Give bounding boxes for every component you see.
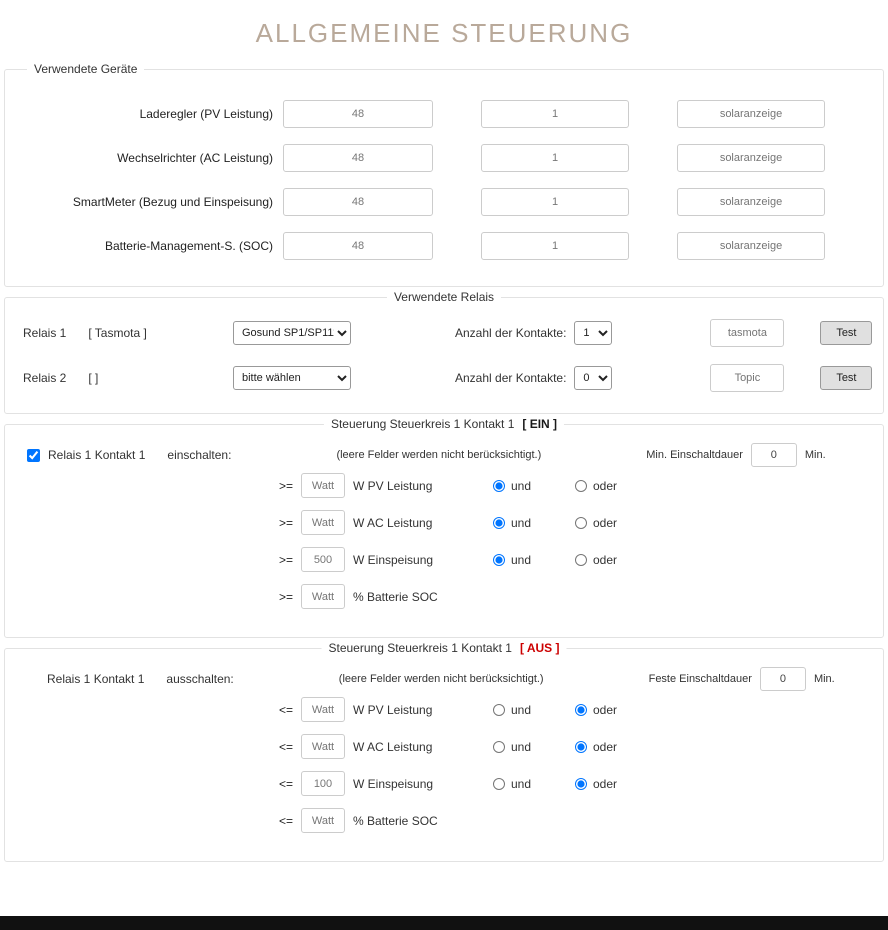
devices-panel — [4, 62, 884, 287]
control-off-action: ausschalten: — [166, 672, 234, 686]
radio-und-label: und — [511, 739, 532, 754]
device-id-input[interactable] — [481, 188, 629, 216]
control-off-panel — [4, 641, 884, 862]
radio-und[interactable] — [493, 554, 505, 566]
condition-unit-label: % Batterie SOC — [353, 589, 438, 604]
relay-name — [23, 371, 233, 385]
control-on-duration-label: Min. Einschaltdauer — [646, 449, 743, 461]
page-title: ALLGEMEINE STEUERUNG — [255, 18, 633, 48]
condition-value-input[interactable] — [301, 734, 345, 759]
control-off-legend-text: Steuerung Steuerkreis 1 Kontakt 1 — [328, 641, 512, 655]
condition-unit-label: W Einspeisung — [353, 552, 434, 567]
condition-operator: >= — [279, 515, 294, 530]
radio-und-label: und — [511, 552, 532, 567]
radio-oder-label: oder — [593, 702, 618, 717]
condition-value-input[interactable] — [301, 584, 345, 609]
radio-und[interactable] — [493, 704, 505, 716]
condition-value-input[interactable] — [301, 697, 345, 722]
relay-test-button[interactable]: Test — [820, 321, 872, 345]
device-port-input[interactable] — [283, 188, 433, 216]
condition-and-radio[interactable] — [493, 516, 575, 530]
condition-unit-label: W PV Leistung — [353, 702, 433, 717]
condition-operator: >= — [279, 478, 294, 493]
condition-and-radio[interactable] — [493, 740, 575, 754]
condition-or-radio[interactable] — [575, 516, 657, 530]
control-off-relay-name: Relais 1 Kontakt 1 — [47, 672, 145, 686]
radio-oder[interactable] — [575, 554, 587, 566]
device-port-input[interactable] — [283, 232, 433, 260]
device-row — [5, 224, 883, 268]
radio-oder[interactable] — [575, 480, 587, 492]
condition-or-radio[interactable] — [575, 553, 657, 567]
radio-und[interactable] — [493, 480, 505, 492]
condition-value-input[interactable] — [301, 473, 345, 498]
control-on-panel — [4, 417, 884, 638]
radio-oder[interactable] — [575, 778, 587, 790]
condition-or-radio[interactable] — [575, 777, 657, 791]
device-row — [5, 180, 883, 224]
relay-row — [5, 310, 883, 355]
radio-und[interactable] — [493, 741, 505, 753]
condition-unit-label: % Batterie SOC — [353, 813, 438, 828]
relay-kontakte-select[interactable] — [574, 321, 612, 345]
condition-or-radio[interactable] — [575, 740, 657, 754]
radio-oder-label: oder — [593, 739, 618, 754]
relay-test-button[interactable]: Test — [820, 366, 872, 390]
condition-and-radio[interactable] — [493, 553, 575, 567]
radio-oder[interactable] — [575, 517, 587, 529]
condition-operator: <= — [279, 813, 294, 828]
condition-value-input[interactable] — [301, 547, 345, 572]
condition-operator: <= — [279, 702, 294, 717]
control-off-duration-unit: Min. — [813, 673, 835, 685]
device-id-input[interactable] — [481, 144, 629, 172]
radio-oder[interactable] — [575, 704, 587, 716]
device-row — [5, 92, 883, 136]
control-off-state: [ AUS ] — [519, 641, 560, 655]
control-off-duration-input[interactable] — [760, 667, 806, 691]
radio-und-label: und — [511, 776, 532, 791]
device-id-input[interactable] — [481, 100, 629, 128]
radio-oder-label: oder — [593, 515, 618, 530]
kontakte-label: Anzahl der Kontakte: — [455, 325, 567, 340]
condition-unit-label: W AC Leistung — [353, 739, 433, 754]
relay-kontakte-select[interactable] — [574, 366, 612, 390]
relay-name — [23, 326, 233, 340]
condition-operator: <= — [279, 739, 294, 754]
control-on-duration-input[interactable] — [751, 443, 797, 467]
control-off-hint: (leere Felder werden nicht berücksichtigt.) — [338, 673, 544, 685]
device-id-input[interactable] — [481, 232, 629, 260]
condition-or-radio[interactable] — [575, 703, 657, 717]
control-on-legend — [324, 417, 564, 431]
condition-row — [5, 467, 883, 504]
radio-oder-label: oder — [593, 776, 618, 791]
bottom-bar — [0, 916, 888, 930]
device-topic-input[interactable] — [677, 144, 825, 172]
relays-legend: Verwendete Relais — [387, 290, 501, 304]
control-on-duration-unit: Min. — [804, 449, 826, 461]
control-on-enable-checkbox[interactable] — [27, 449, 40, 462]
relay-row — [5, 355, 883, 400]
condition-unit-label: W Einspeisung — [353, 776, 434, 791]
device-label: SmartMeter (Bezug und Einspeisung) — [72, 195, 273, 209]
condition-value-input[interactable] — [301, 771, 345, 796]
device-topic-input[interactable] — [677, 188, 825, 216]
condition-unit-label: W PV Leistung — [353, 478, 433, 493]
condition-operator: <= — [279, 776, 294, 791]
condition-and-radio[interactable] — [493, 479, 575, 493]
radio-oder-label: oder — [593, 552, 618, 567]
radio-oder-label: oder — [593, 478, 618, 493]
radio-und[interactable] — [493, 517, 505, 529]
device-topic-input[interactable] — [677, 100, 825, 128]
condition-operator: >= — [279, 552, 294, 567]
condition-value-input[interactable] — [301, 808, 345, 833]
radio-und[interactable] — [493, 778, 505, 790]
device-port-input[interactable] — [283, 100, 433, 128]
relay-device-select[interactable] — [233, 321, 351, 345]
condition-row — [5, 765, 883, 802]
control-off-duration — [649, 667, 835, 691]
control-on-state: [ EIN ] — [522, 417, 558, 431]
condition-row — [5, 578, 883, 615]
relay-topic-input[interactable] — [710, 319, 784, 347]
radio-und-label: und — [511, 702, 532, 717]
condition-row — [5, 802, 883, 839]
relay-bracket: [ Tasmota ] — [88, 325, 147, 340]
control-on-header — [5, 425, 883, 467]
relay-label: Relais 1 — [23, 325, 67, 340]
condition-or-radio[interactable] — [575, 479, 657, 493]
device-label: Batterie-Management-S. (SOC) — [104, 239, 273, 253]
radio-oder[interactable] — [575, 741, 587, 753]
control-on-hint: (leere Felder werden nicht berücksichtigt.) — [336, 449, 542, 461]
relay-label: Relais 2 — [23, 370, 67, 385]
radio-und-label: und — [511, 515, 532, 530]
control-off-duration-label: Feste Einschaltdauer — [648, 673, 752, 685]
kontakte-label: Anzahl der Kontakte: — [455, 370, 567, 385]
devices-legend: Verwendete Geräte — [27, 62, 144, 76]
device-row — [5, 136, 883, 180]
condition-and-radio[interactable] — [493, 703, 575, 717]
condition-and-radio[interactable] — [493, 777, 575, 791]
condition-value-input[interactable] — [301, 510, 345, 535]
control-off-header — [5, 649, 883, 691]
control-on-legend-text: Steuerung Steuerkreis 1 Kontakt 1 — [330, 417, 515, 431]
condition-row — [5, 504, 883, 541]
radio-und-label: und — [511, 478, 532, 493]
device-port-input[interactable] — [283, 144, 433, 172]
condition-row — [5, 691, 883, 728]
device-topic-input[interactable] — [677, 232, 825, 260]
relays-panel — [4, 290, 884, 414]
control-on-action: einschalten: — [167, 448, 232, 462]
control-on-relay-name: Relais 1 Kontakt 1 — [48, 448, 146, 462]
condition-operator: >= — [279, 589, 294, 604]
relay-device-select[interactable] — [233, 366, 351, 390]
device-label: Wechselrichter (AC Leistung) — [117, 151, 273, 165]
device-label: Laderegler (PV Leistung) — [139, 107, 273, 121]
condition-unit-label: W AC Leistung — [353, 515, 433, 530]
condition-row — [5, 541, 883, 578]
relay-topic-input[interactable] — [710, 364, 784, 392]
control-off-legend — [321, 641, 566, 655]
control-on-duration — [646, 443, 825, 467]
relay-bracket: [ ] — [88, 370, 99, 385]
condition-row — [5, 728, 883, 765]
